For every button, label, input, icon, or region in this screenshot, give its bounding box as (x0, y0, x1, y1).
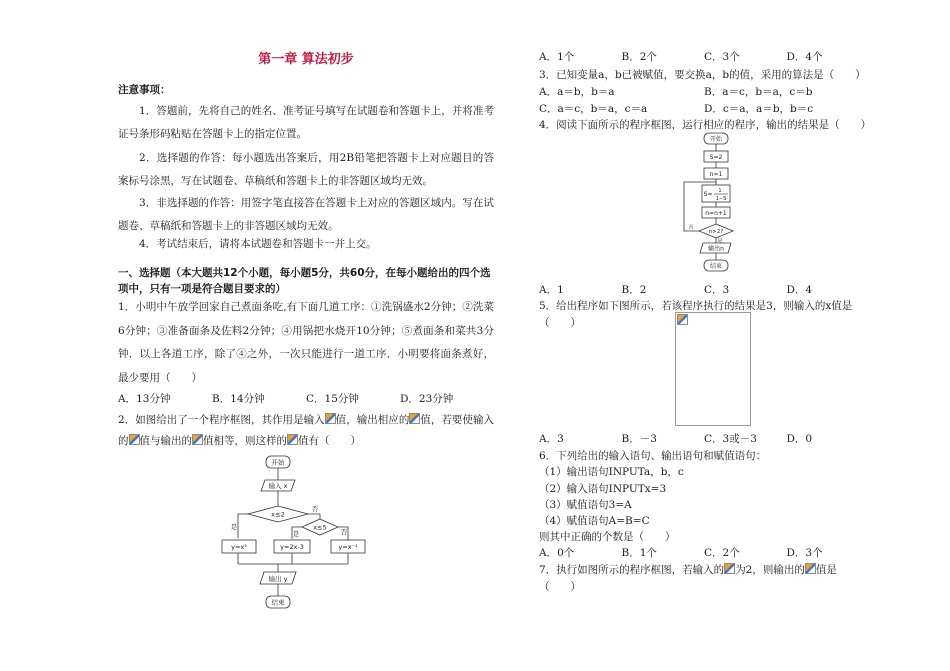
notice-item-1: 1．答题前，先将自己的姓名、准考证号填写在试题卷和答题卡上，并将准考证号条形码粘贴在答题卡上的指定位置。 (118, 105, 494, 140)
flowchart-q2 (208, 452, 488, 616)
option-a[interactable]: A．a＝b，b＝a (539, 86, 615, 98)
option-a[interactable]: A．13分钟 (118, 393, 171, 405)
option-d[interactable]: D．3个 (786, 547, 823, 559)
flow-branch-2-label: y=2x-3 (280, 543, 304, 551)
question-7: 7．执行如图所示的程序框图，若输入的 为2，则输出的 值是（ ） (539, 564, 837, 593)
flow-end-label: 结束 (271, 598, 285, 607)
formula-image-icon (805, 563, 816, 574)
option-d[interactable]: D．c＝a，a＝b，b＝c (704, 103, 814, 115)
option-c[interactable]: C．3个 (704, 51, 740, 63)
question-1-options (118, 391, 494, 408)
notice-item-4: 4．考试结束后，请将本试题卷和答题卡一并上交。 (139, 238, 377, 250)
option-c[interactable]: C．3或－3 (704, 433, 757, 445)
option-b[interactable]: B．14分钟 (212, 393, 265, 405)
flow-branch-3-label: y=x⁻¹ (338, 543, 358, 551)
option-c[interactable]: C．3 (704, 284, 730, 296)
flow-cond-1-label: x≤2 (271, 510, 285, 519)
flow-output-label: 输出 y (268, 575, 288, 583)
option-c[interactable]: C．15分钟 (306, 393, 359, 405)
question-4-options (539, 282, 869, 299)
option-a[interactable]: A．1 (539, 284, 564, 296)
formula-image-icon (192, 434, 203, 445)
question-4: 4．阅读下面所示的程序框图，运行相应的程序，输出的结果是（ ） (539, 119, 872, 131)
option-b[interactable]: B．2个 (621, 51, 657, 63)
option-a[interactable]: A．0个 (539, 547, 575, 559)
question-6-item-2: （2）输入语句INPUTx=3 (539, 483, 667, 495)
flow-s-denominator: 1−S (715, 196, 727, 202)
flow-output-label: 输出n (708, 245, 724, 253)
flow-input-label: 输入 x (268, 482, 288, 490)
flow-n-increment-label: n=n+1 (705, 210, 727, 217)
option-d[interactable]: D．0 (786, 433, 813, 445)
flow-s-numerator: 1 (718, 188, 722, 194)
section-heading: 一、选择题（本大题共12个小题，每小题5分，共60分，在每小题给出的四个选项中，只有一项是符合题目要求的） (118, 267, 491, 295)
option-b[interactable]: B．1个 (621, 547, 657, 559)
question-6-ask: 则其中正确的个数是（ ） (539, 531, 676, 543)
flow-s-init-label: S=2 (709, 154, 723, 161)
formula-image-icon (409, 413, 420, 424)
notice-item-2: 2．选择题的作答：每小题选出答案后，用2B铅笔把答题卡上对应题目的答案标号涂黑，写在试题卷、草稿纸和答题卡上的非答题区域均无效。 (118, 152, 494, 187)
question-1: 1．小明中午放学回家自己煮面条吃,有下面几道工序：①洗锅盛水2分钟；②洗菜6分钟；③准备面条及佐料2分钟；④用锅把水烧开10分钟；⑤煮面条和菜共3分钟．以上各道工序，除了④之外，一次只能进行一道工序．小明要将面条煮好，最少要用（ ） (118, 301, 494, 384)
option-c[interactable]: C．2个 (704, 547, 740, 559)
notice-heading: 注意事项： (118, 84, 171, 96)
option-b[interactable]: B．－3 (621, 433, 657, 445)
option-b[interactable]: B．a＝c，b＝a，c＝b (704, 86, 813, 98)
flow-cond-label: n>2? (708, 229, 724, 235)
program-image-icon (677, 314, 688, 325)
notice-item-3: 3．非选择题的作答：用签字笔直接答在答题卡上对应的答题区域内。写在试题卷、草稿纸和答题卡上的非答题区域均无效。 (118, 197, 494, 232)
question-6: 6．下列给出的输入语句、输出语句和赋值语句： (539, 450, 767, 462)
option-d[interactable]: D．23分钟 (400, 393, 454, 405)
flow-end-label: 结束 (709, 263, 723, 270)
flowchart-q4 (677, 131, 753, 277)
question-6-item-3: （3）赋值语句3=A (539, 499, 632, 511)
question-2-options (539, 49, 869, 66)
question-3: 3．已知变量a，b已被赋值，要交换a，b的值，采用的算法是（ ） (539, 69, 866, 81)
flow-yes-label: 是 (230, 523, 238, 531)
flow-cond-2-label: x≤5 (313, 523, 327, 532)
option-d[interactable]: D．4 (786, 284, 813, 296)
flow-start-label: 开始 (271, 458, 285, 467)
flow-no-label: 否 (688, 225, 694, 231)
formula-image-icon (724, 563, 735, 574)
formula-image-icon (325, 413, 336, 424)
question-6-options (539, 545, 869, 562)
flow-yes-label: 是 (292, 530, 300, 538)
flow-s-label: S= (703, 191, 713, 198)
flow-yes-label: 是 (717, 238, 723, 244)
question-6-item-4: （4）赋值语句A=B=C (539, 515, 650, 527)
option-c[interactable]: C．a＝c，b＝a，c＝a (539, 103, 648, 115)
program-image-frame (675, 312, 751, 426)
flow-n-init-label: n=1 (709, 171, 723, 178)
option-d[interactable]: D．4个 (786, 51, 823, 63)
flow-start-label: 开始 (709, 136, 723, 143)
question-2: 2．如图给出了一个程序框图，其作用是输入 值，输出相应的 值，若要使输入的 值与输出的 值相等，则这样的 值有（ ） (118, 414, 495, 447)
formula-image-icon (287, 434, 298, 445)
option-b[interactable]: B．2 (621, 284, 647, 296)
flow-branch-1-label: y=x² (231, 543, 247, 551)
option-a[interactable]: A．3 (539, 433, 564, 445)
question-5: 5．给出程序如下图所示，若该程序执行的结果是3，则输入的x值是（ ） (539, 300, 853, 329)
formula-image-icon (129, 434, 140, 445)
flow-no-label: 否 (311, 505, 319, 513)
option-a[interactable]: A．1个 (539, 51, 575, 63)
question-6-item-1: （1）输出语句INPUTa，b，c (539, 466, 684, 478)
question-3-options (539, 84, 869, 118)
flow-no-label: 否 (340, 528, 348, 536)
page-title: 第一章 算法初步 (258, 52, 354, 67)
question-5-options (539, 431, 869, 448)
